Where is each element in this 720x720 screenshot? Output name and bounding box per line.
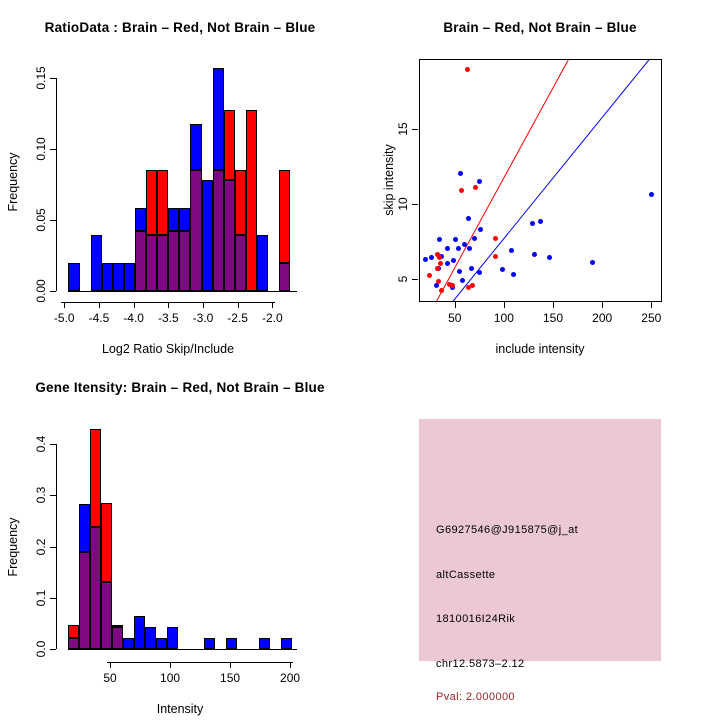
x-tick-label: 250: [641, 311, 662, 325]
data-point-blue: [460, 278, 465, 283]
panel-info-box: [360, 360, 720, 720]
x-tick-mark: [238, 302, 239, 308]
hist-bar-segment: [235, 170, 246, 235]
data-point-blue: [547, 255, 552, 260]
x-tick-label: -2.5: [227, 311, 248, 325]
probeset-id: G6927546@J915875@j_at: [436, 524, 579, 536]
y-tick-mark: [412, 204, 418, 205]
y-tick-label: 0.4: [34, 435, 48, 453]
hist-bar-segment: [102, 263, 113, 291]
hist-bar-segment: [281, 638, 292, 649]
y-tick-mark: [412, 129, 418, 130]
data-point-red: [435, 266, 440, 271]
pval-text: Pval: 2.000000: [436, 691, 515, 703]
y-tick-mark: [50, 547, 56, 548]
hist-bar-segment: [224, 180, 235, 291]
hist-bar-segment: [134, 616, 145, 649]
y-tick-label: 0.2: [34, 538, 48, 555]
hist-bar-segment: [168, 208, 179, 231]
y-tick-label: 10: [396, 197, 410, 211]
y-tick-mark: [50, 598, 56, 599]
x-tick-label: 150: [220, 671, 241, 685]
x-tick-mark: [99, 302, 100, 308]
data-point-blue: [472, 236, 477, 241]
hist-bar-segment: [112, 625, 123, 627]
x-tick-label: 100: [160, 671, 181, 685]
hist-bar-segment: [202, 180, 213, 291]
hist-bar-segment: [146, 170, 157, 235]
hist-bar-segment: [213, 170, 224, 291]
hist-bar-segment: [112, 627, 123, 649]
hist-bar-segment: [123, 638, 134, 649]
y-tick-label: 0.05: [34, 208, 48, 232]
y-tick-mark: [50, 444, 56, 445]
data-point-red: [427, 273, 432, 278]
y-tick-label: 0.10: [34, 137, 48, 161]
y-tick-label: 15: [396, 122, 410, 136]
hist-bar-segment: [68, 625, 79, 638]
data-point-blue: [590, 260, 595, 265]
hist-bar-segment: [124, 263, 135, 291]
hist-bar-segment: [157, 235, 168, 291]
y-tick-mark: [50, 649, 56, 650]
y-tick-label: 0.15: [34, 66, 48, 90]
data-point-blue: [530, 221, 535, 226]
y-axis-line: [56, 78, 57, 291]
hist-bar-segment: [156, 638, 167, 649]
hist-bar-segment: [190, 170, 201, 291]
x-tick-mark: [290, 662, 291, 668]
hist-bar-segment: [257, 235, 268, 291]
data-point-blue: [429, 255, 434, 260]
x-tick-label: -3.5: [157, 311, 179, 325]
hist-bar-segment: [68, 263, 80, 291]
y-axis-label: skip intensity: [382, 144, 396, 216]
data-point-blue: [532, 252, 537, 257]
x-tick-mark: [504, 302, 505, 308]
hist-bar-segment: [135, 231, 146, 291]
fit-line-red: [436, 59, 569, 302]
chart-title: RatioData : Brain – Red, Not Brain – Blue: [44, 20, 316, 35]
hist-bar-segment: [279, 170, 290, 263]
data-point-red: [436, 279, 441, 284]
x-axis-label: Intensity: [156, 702, 204, 716]
data-point-blue: [462, 242, 467, 247]
hist-bar-segment: [145, 627, 156, 649]
panel-gene-intensity-histogram: [0, 360, 360, 720]
x-tick-label: 50: [448, 311, 462, 325]
data-point-red: [465, 67, 470, 72]
event-type: altCassette: [436, 569, 496, 581]
hist-bar-segment: [213, 68, 224, 170]
data-point-blue: [538, 219, 543, 224]
y-tick-mark: [412, 279, 418, 280]
hist-bar-segment: [146, 235, 157, 291]
hist-bar-segment: [101, 503, 112, 583]
hist-bar-segment: [168, 231, 179, 291]
y-tick-mark: [50, 78, 56, 79]
y-axis-label: Frequency: [6, 517, 20, 577]
data-point-red: [437, 255, 442, 260]
hist-bar-segment: [135, 208, 146, 231]
y-tick-mark: [50, 220, 56, 221]
data-point-red: [493, 236, 498, 241]
hist-bar-segment: [90, 527, 101, 650]
data-point-blue: [478, 227, 483, 232]
hist-bar-segment: [91, 235, 102, 291]
hist-bar-segment: [224, 110, 235, 180]
hist-bar-segment: [190, 124, 201, 170]
x-tick-label: -4.0: [123, 311, 144, 325]
y-tick-mark: [50, 291, 56, 292]
panel-ratio-histogram: [0, 0, 360, 360]
hist-bar-segment: [79, 504, 90, 551]
x-tick-mark: [651, 302, 652, 308]
y-tick-label: 0.1: [34, 589, 48, 607]
data-point-blue: [509, 248, 514, 253]
x-tick-mark: [602, 302, 603, 308]
x-tick-label: -2.0: [261, 311, 283, 325]
hist-bar-segment: [68, 638, 79, 649]
data-point-blue: [649, 192, 654, 197]
gene-name: 1810016I24Rik: [436, 613, 516, 625]
y-axis-label: Frequency: [6, 152, 20, 212]
zero-baseline: [68, 291, 297, 292]
x-tick-label: 200: [592, 311, 613, 325]
x-tick-mark: [553, 302, 554, 308]
data-point-blue: [457, 269, 462, 274]
info-box: [419, 419, 661, 703]
hist-bar-segment: [179, 208, 190, 231]
x-tick-label: 200: [280, 671, 301, 685]
x-tick-label: 100: [493, 311, 514, 325]
x-tick-mark: [230, 662, 231, 668]
hist-bar-segment: [113, 263, 124, 291]
x-tick-mark: [455, 302, 456, 308]
data-point-red: [493, 254, 498, 259]
data-point-blue: [511, 272, 516, 277]
data-point-red: [473, 185, 478, 190]
x-tick-label: -4.5: [88, 311, 110, 325]
panel-intensity-scatter: [360, 0, 720, 360]
hist-bar-segment: [204, 638, 215, 649]
hist-bar-segment: [279, 263, 290, 291]
y-tick-label: 5: [396, 275, 410, 282]
data-point-blue: [477, 270, 482, 275]
x-tick-mark: [203, 302, 204, 308]
x-tick-mark: [110, 662, 111, 668]
data-point-blue: [477, 179, 482, 184]
hist-bar-segment: [167, 627, 178, 649]
hist-bar-segment: [235, 235, 246, 291]
x-tick-mark: [134, 302, 135, 308]
fit-lines: [419, 59, 662, 302]
y-tick-label: 0.0: [34, 640, 48, 658]
x-tick-label: -3.0: [192, 311, 214, 325]
y-tick-mark: [50, 495, 56, 496]
hist-bar-segment: [101, 582, 112, 649]
y-tick-mark: [50, 149, 56, 150]
x-tick-mark: [272, 302, 273, 308]
data-point-blue: [423, 257, 428, 262]
x-tick-mark: [168, 302, 169, 308]
hist-bar-segment: [246, 110, 257, 291]
x-axis-label: Log2 Ratio Skip/Include: [101, 342, 235, 356]
chart-title: Gene Itensity: Brain – Red, Not Brain – Blue: [35, 380, 325, 395]
hist-bar-segment: [259, 638, 270, 649]
hist-bar-segment: [79, 552, 90, 650]
chart-title: Brain – Red, Not Brain – Blue: [443, 20, 637, 35]
data-point-blue: [437, 237, 442, 242]
data-point-red: [459, 188, 464, 193]
x-tick-label: 150: [543, 311, 564, 325]
x-tick-mark: [64, 302, 65, 308]
y-tick-label: 0.00: [34, 279, 48, 303]
x-axis-label: include intensity: [495, 342, 585, 356]
hist-bar-segment: [179, 231, 190, 291]
hist-bar-segment: [226, 638, 237, 649]
x-tick-label: 50: [103, 671, 117, 685]
fit-line-blue: [452, 59, 649, 302]
y-axis-line: [56, 444, 57, 649]
y-tick-label: 0.3: [34, 487, 48, 504]
data-point-blue: [469, 266, 474, 271]
zero-baseline: [68, 649, 297, 650]
x-tick-label: -5.0: [53, 311, 75, 325]
x-axis-line: [107, 662, 293, 663]
hist-bar-segment: [90, 429, 101, 526]
hist-bar-segment: [157, 170, 168, 235]
x-tick-mark: [170, 662, 171, 668]
genomic-location: chr12.5873–2.12: [436, 658, 525, 670]
